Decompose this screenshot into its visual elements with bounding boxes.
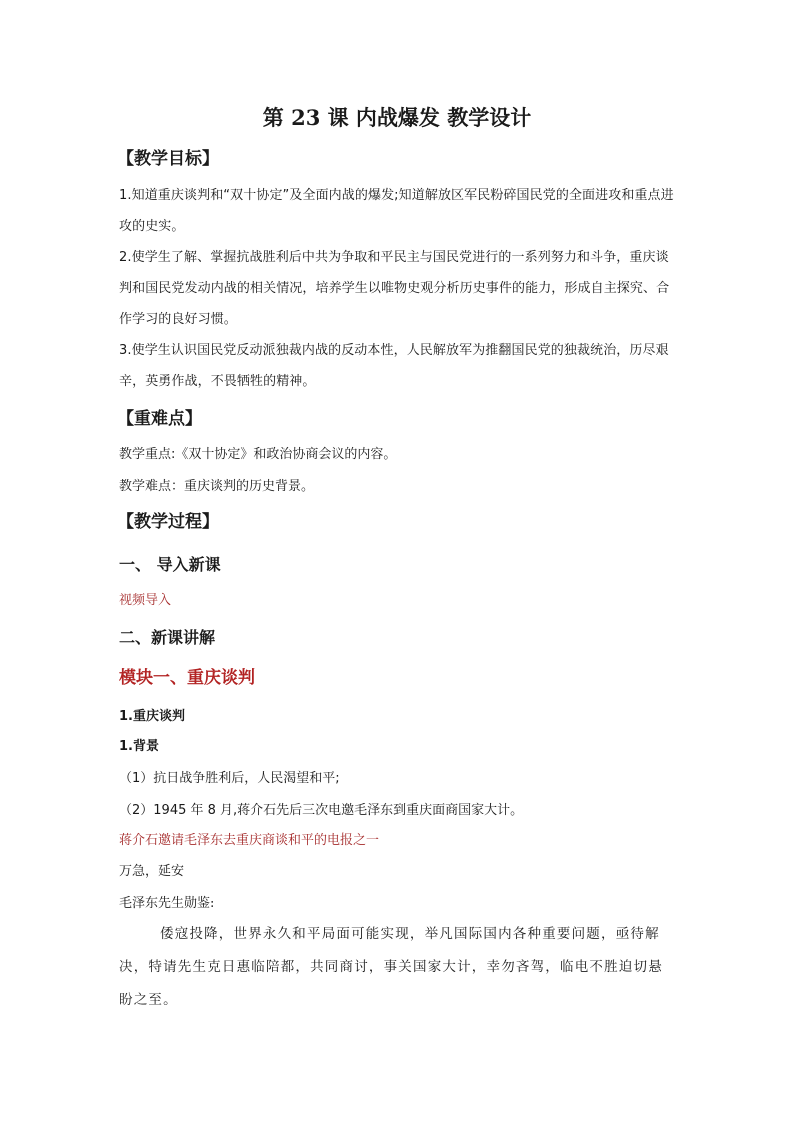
module-1-heading: 模块一、重庆谈判 [119,668,255,688]
objective-item-1: 1.知道重庆谈判和“双十协定”及全面内战的爆发;知道解放区军民粉碎国民党的全面进攻和重点进攻的史实。 [119,188,674,234]
subheading-chongqing-talks: 1.重庆谈判 [119,709,185,724]
page-title: 第 23 课 内战爆发 教学设计 [262,105,532,130]
subheading-background: 1.背景 [119,739,159,754]
section-new-lesson: 二、新课讲解 [119,628,216,647]
objective-item-2: 2.使学生了解、掌握抗战胜利后中共为争取和平民主与国民党进行的一系列努力和斗争，重庆谈判和国民党发动内战的相关情况，培养学生以唯物史观分析历史事件的能力，形成自主探究、合作学习的良好习惯。 [119,250,670,327]
telegram-body: 倭寇投降，世界永久和平局面可能实现，举凡国际国内各种重要问题，亟待解决，特请先生克日惠临陪都，共同商讨，事关国家大计，幸勿吝驾，临电不胜迫切悬盼之至。 [119,926,663,1008]
teaching-focus: 教学重点:《双十协定》和政治协商会议的内容。 [119,447,397,462]
background-item-1: （1）抗日战争胜利后，人民渴望和平; [119,771,340,786]
background-item-2: （2）1945 年 8 月,蒋介石先后三次电邀毛泽东到重庆面商国家大计。 [119,803,524,818]
teaching-difficulty: 教学难点：重庆谈判的历史背景。 [119,479,315,494]
telegram-caption: 蒋介石邀请毛泽东去重庆商谈和平的电报之一 [119,833,380,848]
section-intro-note: 视频导入 [119,593,172,608]
objective-item-3: 3.使学生认识国民党反动派独裁内战的反动本性，人民解放军为推翻国民党的独裁统治，历尽艰辛，英勇作战，不畏牺牲的精神。 [119,343,669,389]
key-points-heading: 【重难点】 [117,409,202,429]
telegram-salutation: 毛泽东先生勋鉴: [119,896,215,911]
section-intro: 一、 导入新课 [119,555,221,574]
process-heading: 【教学过程】 [117,512,219,532]
telegram-header-urgent: 万急，延安 [119,864,185,879]
objectives-heading: 【教学目标】 [117,149,219,169]
